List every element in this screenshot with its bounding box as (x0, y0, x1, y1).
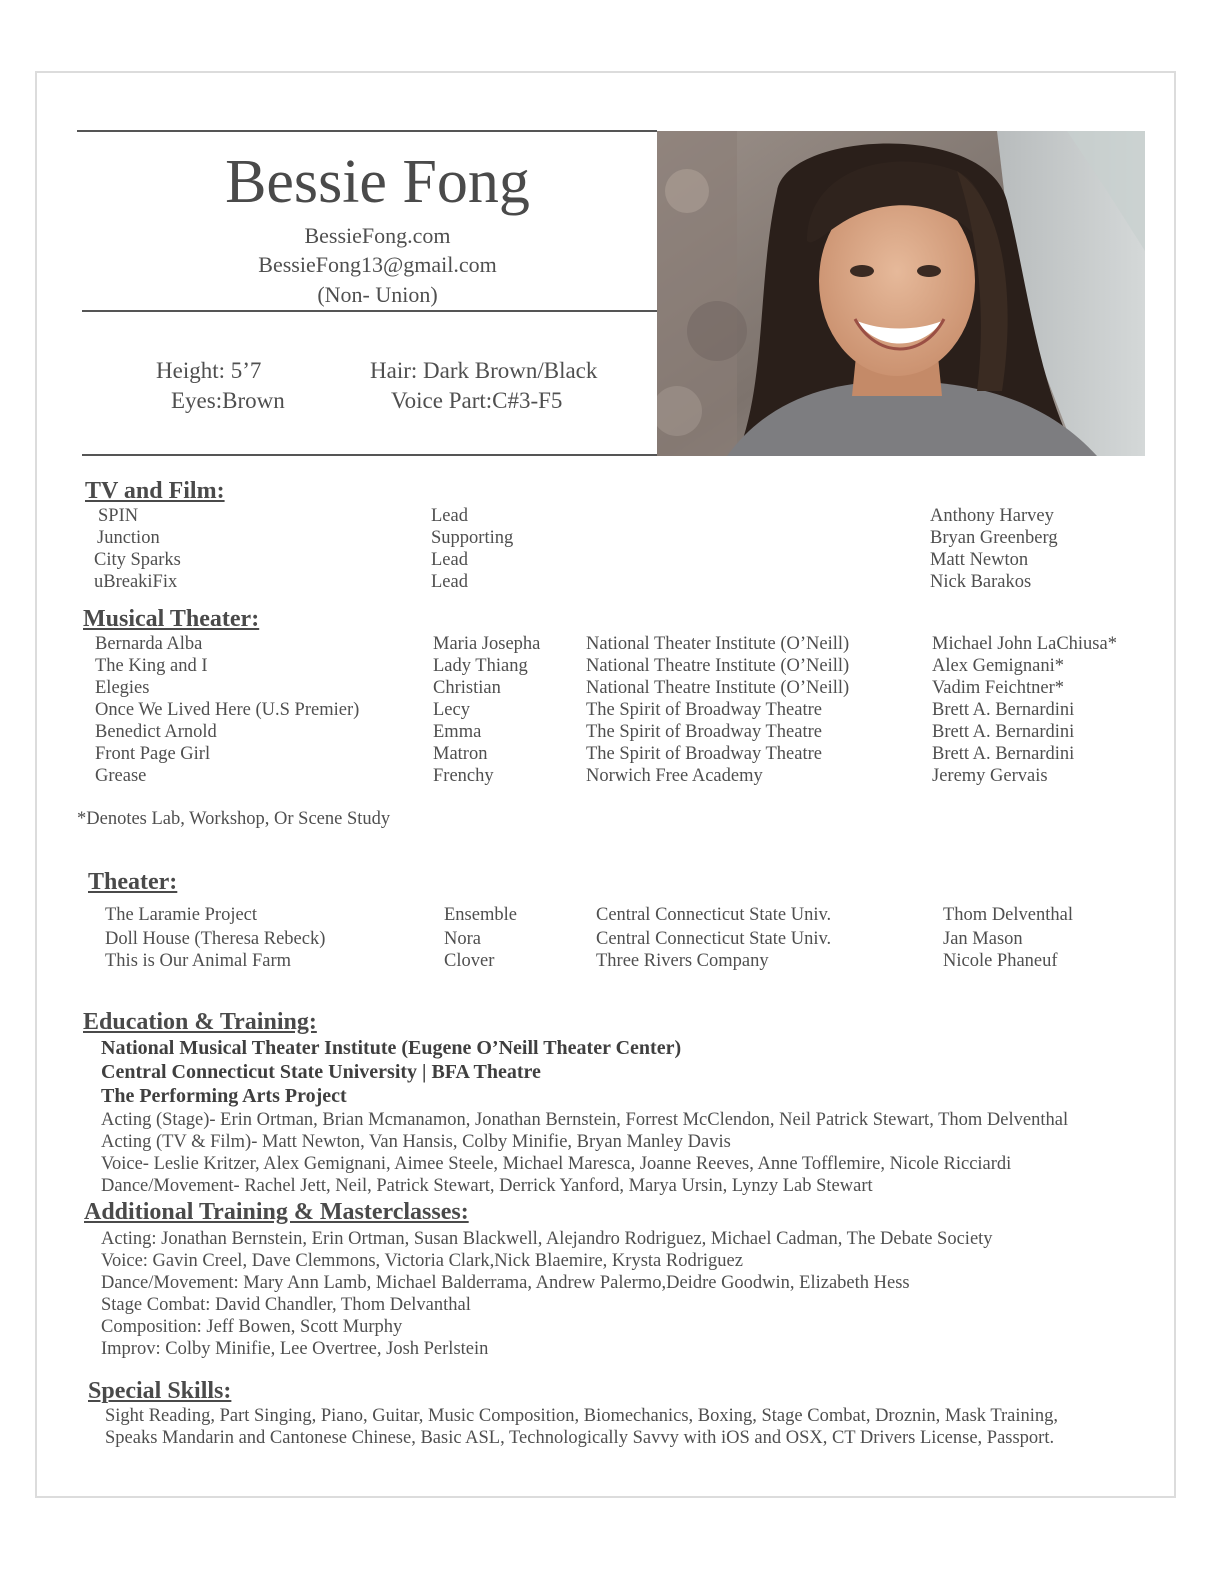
musical-director: Jeremy Gervais (932, 766, 1048, 786)
education-school: Central Connecticut State University | BFA Theatre (101, 1061, 541, 1083)
tv-film-role: Lead (431, 506, 468, 526)
voice-stat: Voice Part:C#3-F5 (391, 388, 563, 413)
musical-venue: The Spirit of Broadway Theatre (586, 722, 822, 742)
special-skills-line: Sight Reading, Part Singing, Piano, Guitar, Music Composition, Biomechanics, Boxing, Stage Combat, Droznin, Mask Training, (105, 1406, 1059, 1426)
union-status: (Non- Union) (317, 282, 438, 307)
theater-title: Doll House (Theresa Rebeck) (105, 929, 326, 949)
theater-venue: Central Connecticut State Univ. (596, 905, 832, 925)
musical-role: Lady Thiang (433, 656, 528, 676)
additional-training-line: Improv: Colby Minifie, Lee Overtree, Josh Perlstein (101, 1339, 489, 1359)
tv-film-role: Lead (431, 550, 468, 570)
musical-director: Brett A. Bernardini (932, 700, 1075, 720)
musical-director: Michael John LaChiusa* (932, 634, 1117, 654)
musical-director: Alex Gemignani* (932, 656, 1065, 676)
tv-film-role: Supporting (431, 528, 514, 548)
education-school: The Performing Arts Project (101, 1085, 347, 1107)
additional-training-heading: Additional Training & Masterclasses: (84, 1199, 469, 1225)
musical-director: Vadim Feichtner* (932, 678, 1065, 698)
theater-title: This is Our Animal Farm (105, 951, 292, 971)
header-top-rule (77, 130, 657, 132)
theater-venue: Central Connecticut State Univ. (596, 929, 832, 949)
musical-title: Front Page Girl (95, 744, 211, 764)
musical-venue: National Theater Institute (O’Neill) (586, 634, 850, 654)
musical-title: Elegies (95, 678, 150, 698)
musical-role: Emma (433, 722, 482, 742)
eyes-stat: Eyes:Brown (171, 388, 285, 413)
special-skills-line: Speaks Mandarin and Cantonese Chinese, Basic ASL, Technologically Savvy with iOS and OSX, CT Drivers License, Passport. (105, 1428, 1055, 1448)
musical-role: Frenchy (433, 766, 494, 786)
email-link[interactable]: BessieFong13@gmail.com (258, 252, 497, 277)
hair-stat: Hair: Dark Brown/Black (370, 358, 598, 383)
musical-venue: Norwich Free Academy (586, 766, 763, 786)
theater-director: Jan Mason (943, 929, 1023, 949)
tv-film-director: Nick Barakos (930, 572, 1032, 592)
additional-training-line: Stage Combat: David Chandler, Thom Delvanthal (101, 1295, 471, 1315)
musical-venue: The Spirit of Broadway Theatre (586, 744, 822, 764)
musical-role: Maria Josepha (433, 634, 541, 654)
tv-film-title: SPIN (98, 506, 139, 526)
musical-title: Once We Lived Here (U.S Premier) (95, 700, 360, 720)
musical-director: Brett A. Bernardini (932, 744, 1075, 764)
education-training-line: Voice- Leslie Kritzer, Alex Gemignani, Aimee Steele, Michael Maresca, Joanne Reeves, Anne Tofflemire, Nicole Ricciardi (101, 1154, 1012, 1174)
musical-role: Matron (433, 744, 488, 764)
musical-theater-heading: Musical Theater: (83, 606, 260, 632)
musical-venue: The Spirit of Broadway Theatre (586, 700, 822, 720)
musical-role: Lecy (433, 700, 470, 720)
height-stat: Height: 5’7 (156, 358, 262, 383)
musical-role: Christian (433, 678, 501, 698)
headshot-photo (657, 131, 1145, 456)
additional-training-line: Acting: Jonathan Bernstein, Erin Ortman, Susan Blackwell, Alejandro Rodriguez, Michael Cadman, The Debate Society (101, 1229, 993, 1249)
tv-film-title: Junction (97, 528, 160, 548)
additional-training-line: Dance/Movement: Mary Ann Lamb, Michael Balderrama, Andrew Palermo,Deidre Goodwin, Elizabeth Hess (101, 1273, 910, 1293)
tv-film-role: Lead (431, 572, 468, 592)
education-training-line: Acting (Stage)- Erin Ortman, Brian Mcmanamon, Jonathan Bernstein, Forrest McClendon, Neil Patrick Stewart, Thom Delventhal (101, 1110, 1069, 1130)
musical-title: Grease (95, 766, 147, 786)
education-school: National Musical Theater Institute (Eugene O’Neill Theater Center) (101, 1037, 682, 1059)
theater-director: Nicole Phaneuf (943, 951, 1058, 971)
tv-film-title: uBreakiFix (94, 572, 178, 592)
tv-film-heading: TV and Film: (85, 478, 225, 504)
tv-film-director: Anthony Harvey (930, 506, 1054, 526)
musical-title: Benedict Arnold (95, 722, 217, 742)
theater-venue: Three Rivers Company (596, 951, 769, 971)
theater-director: Thom Delventhal (943, 905, 1073, 925)
musical-venue: National Theatre Institute (O’Neill) (586, 656, 850, 676)
actor-name: Bessie Fong (225, 148, 530, 216)
header-bottom-rule (82, 454, 657, 456)
additional-training-line: Voice: Gavin Creel, Dave Clemmons, Victoria Clark,Nick Blaemire, Krysta Rodriguez (101, 1251, 743, 1271)
special-skills-heading: Special Skills: (88, 1378, 232, 1404)
education-heading: Education & Training: (83, 1009, 317, 1035)
musical-title: The King and I (95, 656, 208, 676)
theater-title: The Laramie Project (105, 905, 258, 925)
theater-role: Clover (444, 951, 495, 971)
theater-role: Nora (444, 929, 481, 949)
tv-film-director: Bryan Greenberg (930, 528, 1058, 548)
musical-director: Brett A. Bernardini (932, 722, 1075, 742)
website-link[interactable]: BessieFong.com (304, 223, 451, 248)
theater-role: Ensemble (444, 905, 517, 925)
education-training-line: Dance/Movement- Rachel Jett, Neil, Patrick Stewart, Derrick Yanford, Marya Ursin, Lynzy Lab Stewart (101, 1176, 873, 1196)
education-training-line: Acting (TV & Film)- Matt Newton, Van Hansis, Colby Minifie, Bryan Manley Davis (101, 1132, 731, 1152)
theater-heading: Theater: (88, 869, 178, 895)
tv-film-title: City Sparks (94, 550, 181, 570)
workshop-note: *Denotes Lab, Workshop, Or Scene Study (77, 809, 391, 829)
musical-title: Bernarda Alba (95, 634, 203, 654)
tv-film-director: Matt Newton (930, 550, 1029, 570)
additional-training-line: Composition: Jeff Bowen, Scott Murphy (101, 1317, 403, 1337)
musical-venue: National Theatre Institute (O’Neill) (586, 678, 850, 698)
header-middle-rule (82, 310, 657, 312)
